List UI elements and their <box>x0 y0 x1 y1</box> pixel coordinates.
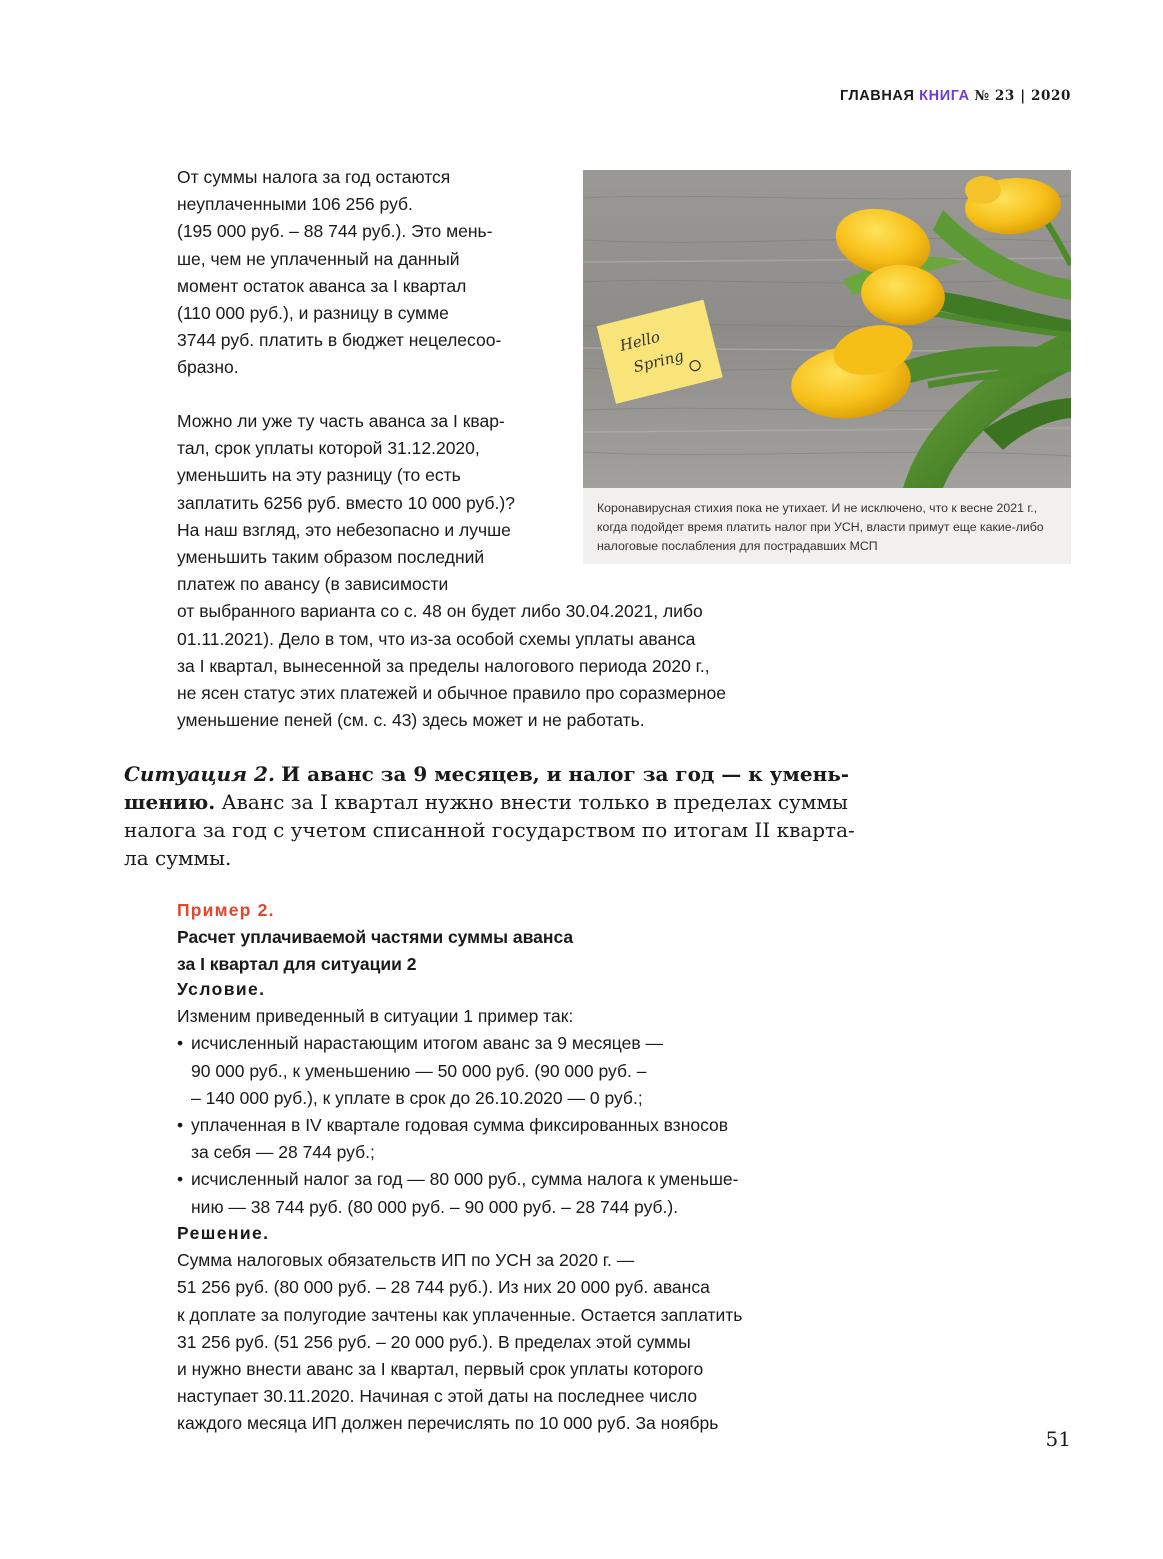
bullet-text-cont: нию — 38 744 руб. (80 000 руб. – 90 000 руб. – 28 744 руб.). <box>191 1196 679 1217</box>
text-line: от выбранного варианта со с. 48 он будет либо 30.04.2021, либо <box>177 601 703 622</box>
text-line: за I квартал, вынесенной за пределы налогового периода 2020 г., <box>177 655 710 676</box>
bullet-text-cont: за себя — 28 744 руб.; <box>191 1142 375 1163</box>
tulips-photo <box>583 170 1071 488</box>
bullet-icon: • <box>177 1169 184 1190</box>
bullet-text: уплаченная в IV квартале годовая сумма фиксированных взносов <box>191 1115 729 1136</box>
text-line: уменьшить на эту разницу (то есть <box>177 465 461 486</box>
situation-block <box>124 760 855 872</box>
header-kniga: КНИГА <box>919 88 970 104</box>
situation-body-1: Аванс за I квартал нужно внести только в пределах суммы <box>215 790 848 814</box>
condition-intro-line <box>177 976 738 1030</box>
text-line: тал, срок уплаты которой 31.12.2020, <box>177 438 480 459</box>
caption-line: налоговые послабления для пострадавших МСП <box>597 539 878 553</box>
situation-title-2: шению. <box>124 790 216 814</box>
bullet-text: исчисленный нарастающим итогом аванс за 9 месяцев — <box>191 1033 664 1054</box>
condition-block <box>177 976 738 1221</box>
text-line: бразно. <box>177 357 239 378</box>
text-line: и нужно внести аванс за I квартал, первый срок уплаты которого <box>177 1359 704 1380</box>
text-line: заплатить 6256 руб. вместо 10 000 руб.)? <box>177 492 515 513</box>
text-line: Можно ли уже ту часть аванса за I квар- <box>177 411 505 431</box>
bullet-text-cont: – 140 000 руб.), к уплате в срок до 26.10.2020 — 0 руб.; <box>191 1087 643 1108</box>
example-title-line-1 <box>177 897 573 951</box>
text-line: неуплаченными 106 256 руб. <box>177 194 413 215</box>
bullet-item <box>177 1166 738 1193</box>
situation-title-1: И аванс за 9 месяцев, и налог за год — к умень- <box>281 762 850 786</box>
text-line: уменьшить таким образом последний <box>177 547 485 568</box>
text-line: (110 000 руб.), и разницу в сумме <box>177 303 449 324</box>
bullet-item <box>177 1030 738 1057</box>
condition-intro: Изменим приведенный в ситуации 1 пример так: <box>177 1006 574 1027</box>
header-main: ГЛАВНАЯ <box>839 88 915 104</box>
intro-paragraph <box>177 164 501 382</box>
situation-body-3: ла суммы. <box>124 846 232 870</box>
text-line: момент остаток аванса за I квартал <box>177 275 467 296</box>
situation-label: Ситуация 2. <box>124 762 275 786</box>
condition-label: Условие. <box>177 979 266 999</box>
situation-line-2 <box>124 788 848 816</box>
example-title <box>177 897 573 978</box>
text-line: каждого месяца ИП должен перечислять по 10 000 руб. За ноябрь <box>177 1413 719 1434</box>
text-line: ше, чем не уплаченный на данный <box>177 248 460 269</box>
example-title-text-2: за I квартал для ситуации 2 <box>177 954 417 974</box>
running-header <box>840 88 1071 104</box>
tulips-illustration <box>583 170 1071 488</box>
solution-label: Решение. <box>177 1223 270 1243</box>
page-number: 51 <box>1045 1427 1071 1451</box>
solution-block <box>177 1220 742 1438</box>
bullet-icon: • <box>177 1115 184 1136</box>
text-line: На наш взгляд, это небезопасно и лучше <box>177 519 511 540</box>
caption-line: когда подойдет время платить налог при УСН, власти примут еще какие-либо <box>597 520 1044 534</box>
solution-text-first: Сумма налоговых обязательств ИП по УСН за 2020 г. — <box>177 1250 635 1271</box>
text-line: к доплате за полугодие зачтены как уплаченные. Остается заплатить <box>177 1304 743 1325</box>
header-issue: № 23 | 2020 <box>974 88 1071 104</box>
note-text-1: Hello <box>617 327 662 355</box>
photo-caption <box>583 488 1071 564</box>
text-line: наступает 30.11.2020. Начиная с этой даты на последнее число <box>177 1386 698 1407</box>
text-line: уменьшение пеней (см. с. 43) здесь может и не работать. <box>177 710 645 731</box>
text-line: платеж по авансу (в зависимости <box>177 574 449 595</box>
caption-line: Коронавирусная стихия пока не утихает. И не исключено, что к весне 2021 г., <box>597 501 1038 515</box>
solution-first-line <box>177 1220 742 1274</box>
note-text-2: Spring <box>631 346 686 377</box>
text-line: 01.11.2021). Дело в том, что из-за особой схемы уплаты аванса <box>177 628 696 649</box>
text-line: (195 000 руб. – 88 744 руб.). Это мень- <box>177 221 493 242</box>
text-line: 3744 руб. платить в бюджет нецелесоо- <box>177 330 502 351</box>
situation-body-2: налога за год с учетом списанной государством по итогам II кварта- <box>124 818 855 842</box>
bullet-item <box>177 1112 738 1139</box>
situation-line-1 <box>124 760 850 788</box>
bullet-text-cont: 90 000 руб., к уменьшению — 50 000 руб. (90 000 руб. – <box>191 1060 647 1081</box>
text-line: От суммы налога за год остаются <box>177 167 451 187</box>
text-line: 51 256 руб. (80 000 руб. – 28 744 руб.). Из них 20 000 руб. аванса <box>177 1277 710 1298</box>
text-line: 31 256 руб. (51 256 руб. – 20 000 руб.). В пределах этой суммы <box>177 1331 691 1352</box>
bullet-icon: • <box>177 1033 184 1054</box>
example-title-text-1: Расчет уплачиваемой частями суммы аванса <box>177 927 574 947</box>
bullet-text: исчисленный налог за год — 80 000 руб., сумма налога к уменьше- <box>191 1169 739 1190</box>
text-line: не ясен статус этих платежей и обычное правило про соразмерное <box>177 683 726 704</box>
example-label: Пример 2. <box>177 900 275 920</box>
